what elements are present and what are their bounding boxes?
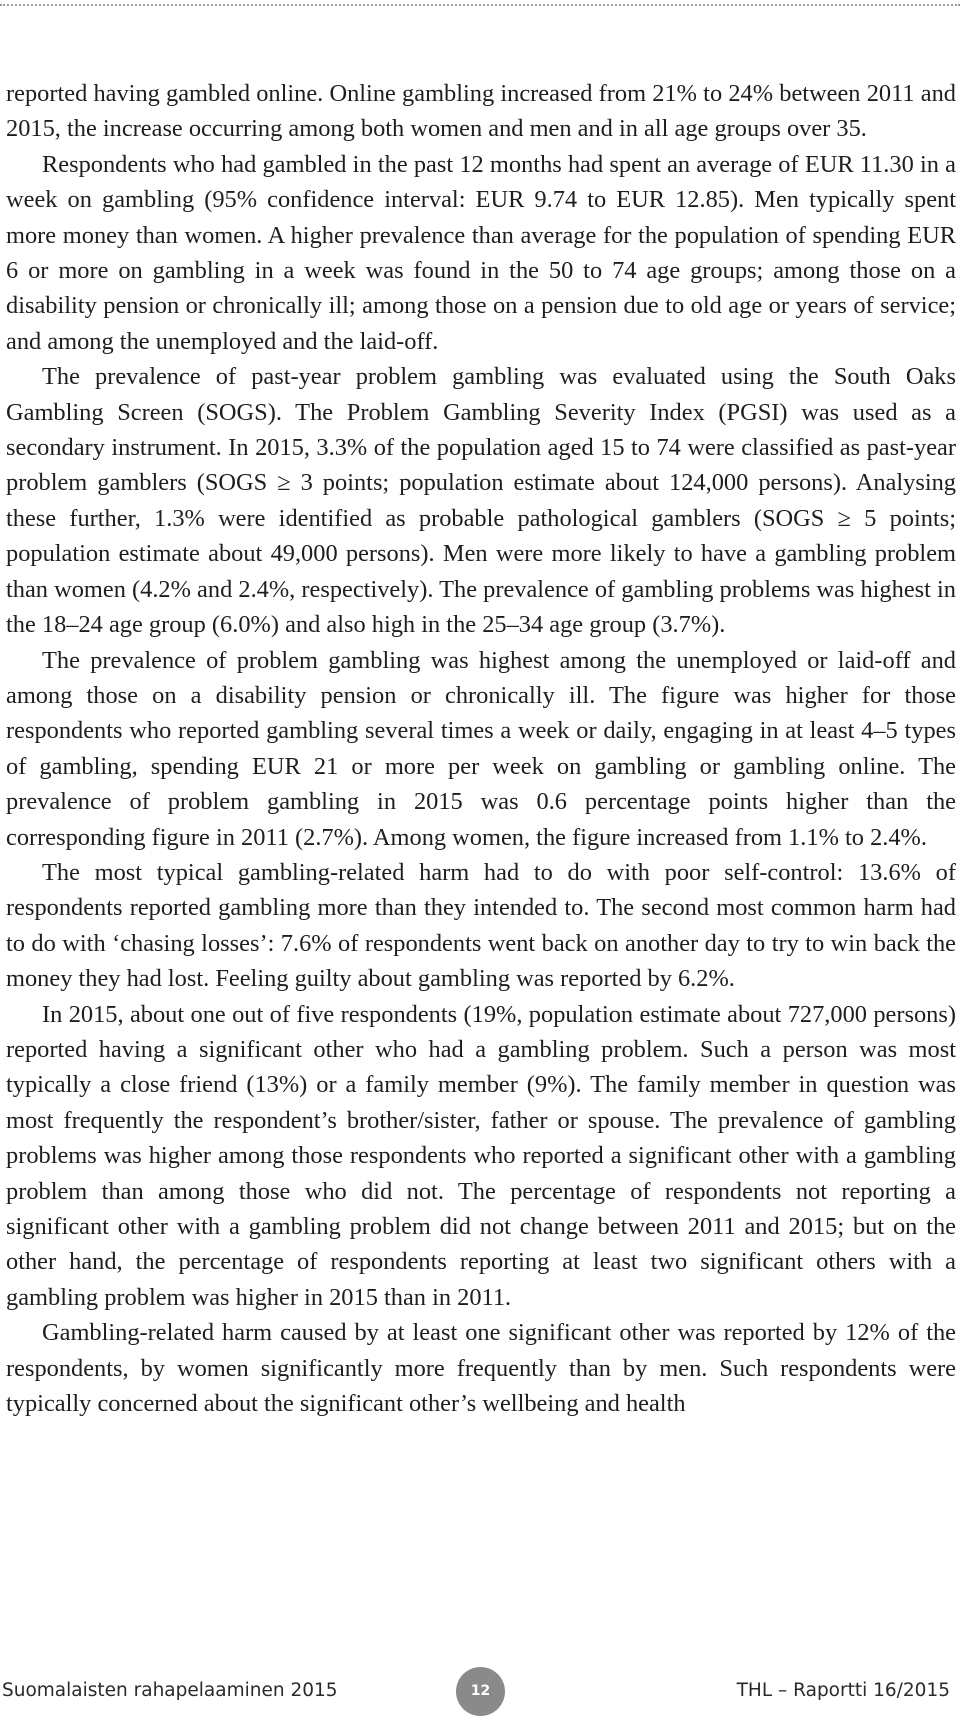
footer-report-id: THL – Raportti 16/2015 [736, 1680, 950, 1701]
paragraph-problem-gambling-groups: The prevalence of problem gambling was highest among the unemployed or laid-off and among those on a disability pension or chronically ill. The figure was higher for those respondents who reported gambling several times a week or daily, engaging in at least 4–5 types of gambling, spending EUR 21 or more per week on gambling or gambling online. The prevalence of problem gambling in 2015 was 0.6 percentage points higher than the corresponding figure in 2011 (2.7%). Among women, the figure increased from 1.1% to 2.4%. [6, 646, 956, 851]
top-dotted-rule [0, 4, 960, 6]
paragraph-online-gambling: reported having gambled online. Online gambling increased from 21% to 24% between 2011 and 2015, the increase occurring among both women and men and in all age groups over 35. [6, 80, 956, 143]
footer-publication-title: Suomalaisten rahapelaaminen 2015 [2, 1680, 338, 1701]
paragraph-problem-gambling-prevalence: The prevalence of past-year problem gambling was evaluated using the South Oaks Gambling Screen (SOGS). The Problem Gambling Severity Index (PGSI) was used as a secondary instrument. In 2015, 3.3% of the population aged 15 to 74 were classified as past-year problem gamblers (SOGS ≥ 3 points; population estimate about 124,000 persons). Analysing these further, 1.3% were identified as probable pathological gamblers (SOGS ≥ 5 points; population estimate about 49,000 persons). Men were more likely to have a gambling problem than women (4.2% and 2.4%, respectively). The prevalence of gambling problems was highest in the 18–24 age group (6.0%) and also high in the 25–34 age group (3.7%). [6, 363, 956, 639]
paragraph-significant-other: In 2015, about one out of five respondents (19%, population estimate about 727,000 persons) reported having a significant other who had a gambling problem. Such a person was most typically a close friend (13%) or a family member (9%). The family member in question was most frequently the respondent’s brother/sister, father or spouse. The prevalence of gambling problems was higher among those respondents who reported a significant other with a gambling problem than among those who did not. The percentage of respondents not reporting a significant other with a gambling problem did not change between 2011 and 2015; but on the other hand, the percentage of respondents reporting at least two significant others with a gambling problem was higher in 2015 than in 2011. [6, 1000, 956, 1311]
page-footer [0, 1674, 960, 1714]
paragraph-gambling-harm: The most typical gambling-related harm had to do with poor self-control: 13.6% of respondents reported gambling more than they intended to. The second most common harm had to do with ‘chasing losses’: 7.6% of respondents went back on another day to try to win back the money they had lost. Feeling guilty about gambling was reported by 6.2%. [6, 858, 956, 993]
page-number-badge: 12 [456, 1667, 505, 1716]
paragraph-significant-other-harm: Gambling-related harm caused by at least one significant other was reported by 12% of the respondents, by women significantly more frequently than by men. Such respondents were typically concerned about the significant other’s wellbeing and health [6, 1319, 956, 1418]
body-text [6, 76, 956, 1421]
paragraph-spending: Respondents who had gambled in the past 12 months had spent an average of EUR 11.30 in a week on gambling (95% confidence interval: EUR 9.74 to EUR 12.85). Men typically spent more money than women. A higher prevalence than average for the population of spending EUR 6 or more on gambling in a week was found in the 50 to 74 age groups; among those on a disability pension or chronically ill; among those on a pension due to old age or years of service; and among the unemployed and the laid-off. [6, 150, 956, 355]
